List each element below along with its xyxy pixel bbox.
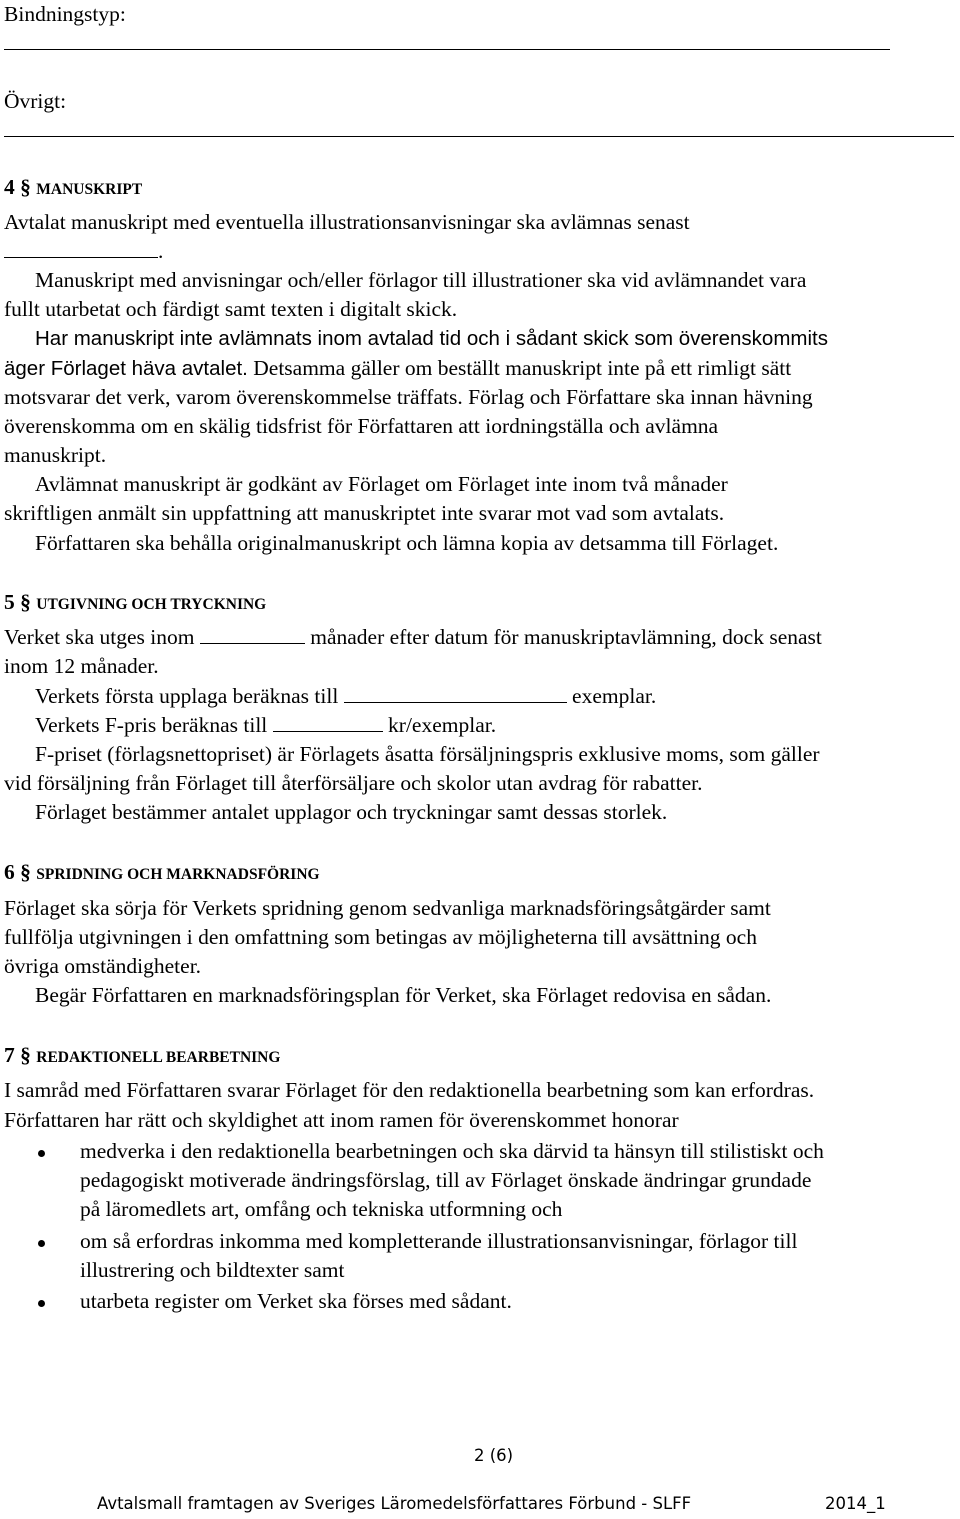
footer-version: 2014_1 (825, 1494, 886, 1513)
paragraph: inom 12 månader. (4, 654, 159, 678)
section-title: REDAKTIONELL BEARBETNING (36, 1049, 281, 1066)
section-title: SPRIDNING OCH MARKNADSFÖRING (36, 866, 320, 883)
page-number: 2 (6) (474, 1446, 514, 1465)
section-icon: § (20, 590, 31, 614)
section-7-heading (4, 1043, 280, 1068)
other-field[interactable] (4, 136, 954, 137)
footer-text: Avtalsmall framtagen av Sveriges Läromedelsförfattares Förbund - SLFF (97, 1494, 692, 1513)
paragraph: Författaren ska behålla originalmanuskript och lämna kopia av detsamma till Förlaget. (35, 531, 779, 555)
paragraph: Avlämnat manuskript är godkänt av Förlaget om Förlaget inte inom två månader (35, 472, 728, 496)
paragraph: Förlaget bestämmer antalet upplagor och tryckningar samt dessas storlek. (35, 800, 668, 824)
section-icon: § (20, 860, 31, 884)
paragraph: fullt utarbetat och färdigt samt texten i digitalt skick. (4, 297, 458, 321)
paragraph: vid försäljning från Förlaget till återförsäljare och skolor utan avdrag för rabatter. (4, 771, 703, 795)
list-item-line: utarbeta register om Verket ska förses med sådant. (80, 1289, 512, 1313)
paragraph: motsvarar det verk, varom överenskommelse träffats. Förlag och Författare ska innan hävning (4, 385, 813, 409)
paragraph-line: Verket ska utges inom månader efter datum för manuskriptavlämning, dock senast (4, 625, 822, 649)
list-item-line: om så erfordras inkomma med kompletterande illustrationsanvisningar, förlagor till (80, 1229, 798, 1253)
section-6-heading (4, 860, 320, 885)
section-number: 7 (4, 1043, 15, 1067)
paragraph: övriga omständigheter. (4, 954, 202, 978)
section-number: 5 (4, 590, 15, 614)
paragraph: Begär Författaren en marknadsföringsplan för Verket, ska Förlaget redovisa en sådan. (35, 983, 772, 1007)
paragraph: Manuskript med anvisningar och/eller förlagor till illustrationer ska vid avlämnandet vara (35, 268, 807, 292)
paragraph: Har manuskript inte avlämnats inom avtalad tid och i sådant skick som överenskommits (35, 327, 828, 350)
paragraph-line: äger Förlaget häva avtalet. Detsamma gäller om beställt manuskript inte på ett rimligt sätt (4, 356, 792, 380)
list-item-line: illustrering och bildtexter samt (80, 1258, 345, 1282)
binding-type-label: Bindningstyp: (4, 2, 126, 26)
section-icon: § (20, 175, 31, 199)
paragraph: överenskomma om en skälig tidsfrist för Författaren att iordningställa och avlämna (4, 414, 719, 438)
section-5-heading (4, 590, 266, 615)
f-price-field[interactable] (273, 715, 383, 732)
paragraph-line: . (4, 239, 163, 264)
months-field[interactable] (200, 627, 305, 644)
section-title: UTGIVNING OCH TRYCKNING (36, 596, 267, 613)
section-icon: § (20, 1043, 31, 1067)
paragraph: Förlaget ska sörja för Verkets spridning genom sedvanliga marknadsföringsåtgärder samt (4, 896, 771, 920)
deadline-field[interactable] (4, 241, 158, 258)
paragraph-line: Verkets F-pris beräknas till kr/exemplar. (35, 713, 497, 737)
section-number: 4 (4, 175, 15, 199)
section-number: 6 (4, 860, 15, 884)
paragraph: fullfölja utgivningen i den omfattning som betingas av möjligheterna till avsättning och (4, 925, 757, 949)
list-item-line: medverka i den redaktionella bearbetningen och ska därvid ta hänsyn till stilistiskt och (80, 1139, 824, 1163)
edition-size-field[interactable] (344, 686, 567, 703)
bullet-icon (38, 1240, 45, 1247)
paragraph: Författaren har rätt och skyldighet att inom ramen för överenskommet honorar (4, 1108, 679, 1132)
section-title: MANUSKRIPT (36, 181, 143, 198)
paragraph: manuskript. (4, 443, 107, 467)
other-label: Övrigt: (4, 89, 67, 113)
bullet-icon (38, 1150, 45, 1157)
paragraph: I samråd med Författaren svarar Förlaget för den redaktionella bearbetning som kan erfordras. (4, 1078, 815, 1102)
bullet-icon (38, 1300, 45, 1307)
list-item-line: på läromedlets art, omfång och tekniska utformning och (80, 1197, 563, 1221)
paragraph: skriftligen anmält sin uppfattning att manuskriptet inte svarar mot vad som avtalats. (4, 501, 725, 525)
section-4-heading (4, 175, 142, 200)
paragraph: F-priset (förlagsnettopriset) är Förlagets åsatta försäljningspris exklusive moms, som gäller (35, 742, 820, 766)
paragraph: Avtalat manuskript med eventuella illustrationsanvisningar ska avlämnas senast (4, 210, 690, 234)
list-item-line: pedagogiskt motiverade ändringsförslag, till av Förlaget önskade ändringar grundade (80, 1168, 812, 1192)
paragraph-line: Verkets första upplaga beräknas till exemplar. (35, 684, 657, 708)
binding-type-field[interactable] (4, 49, 890, 50)
